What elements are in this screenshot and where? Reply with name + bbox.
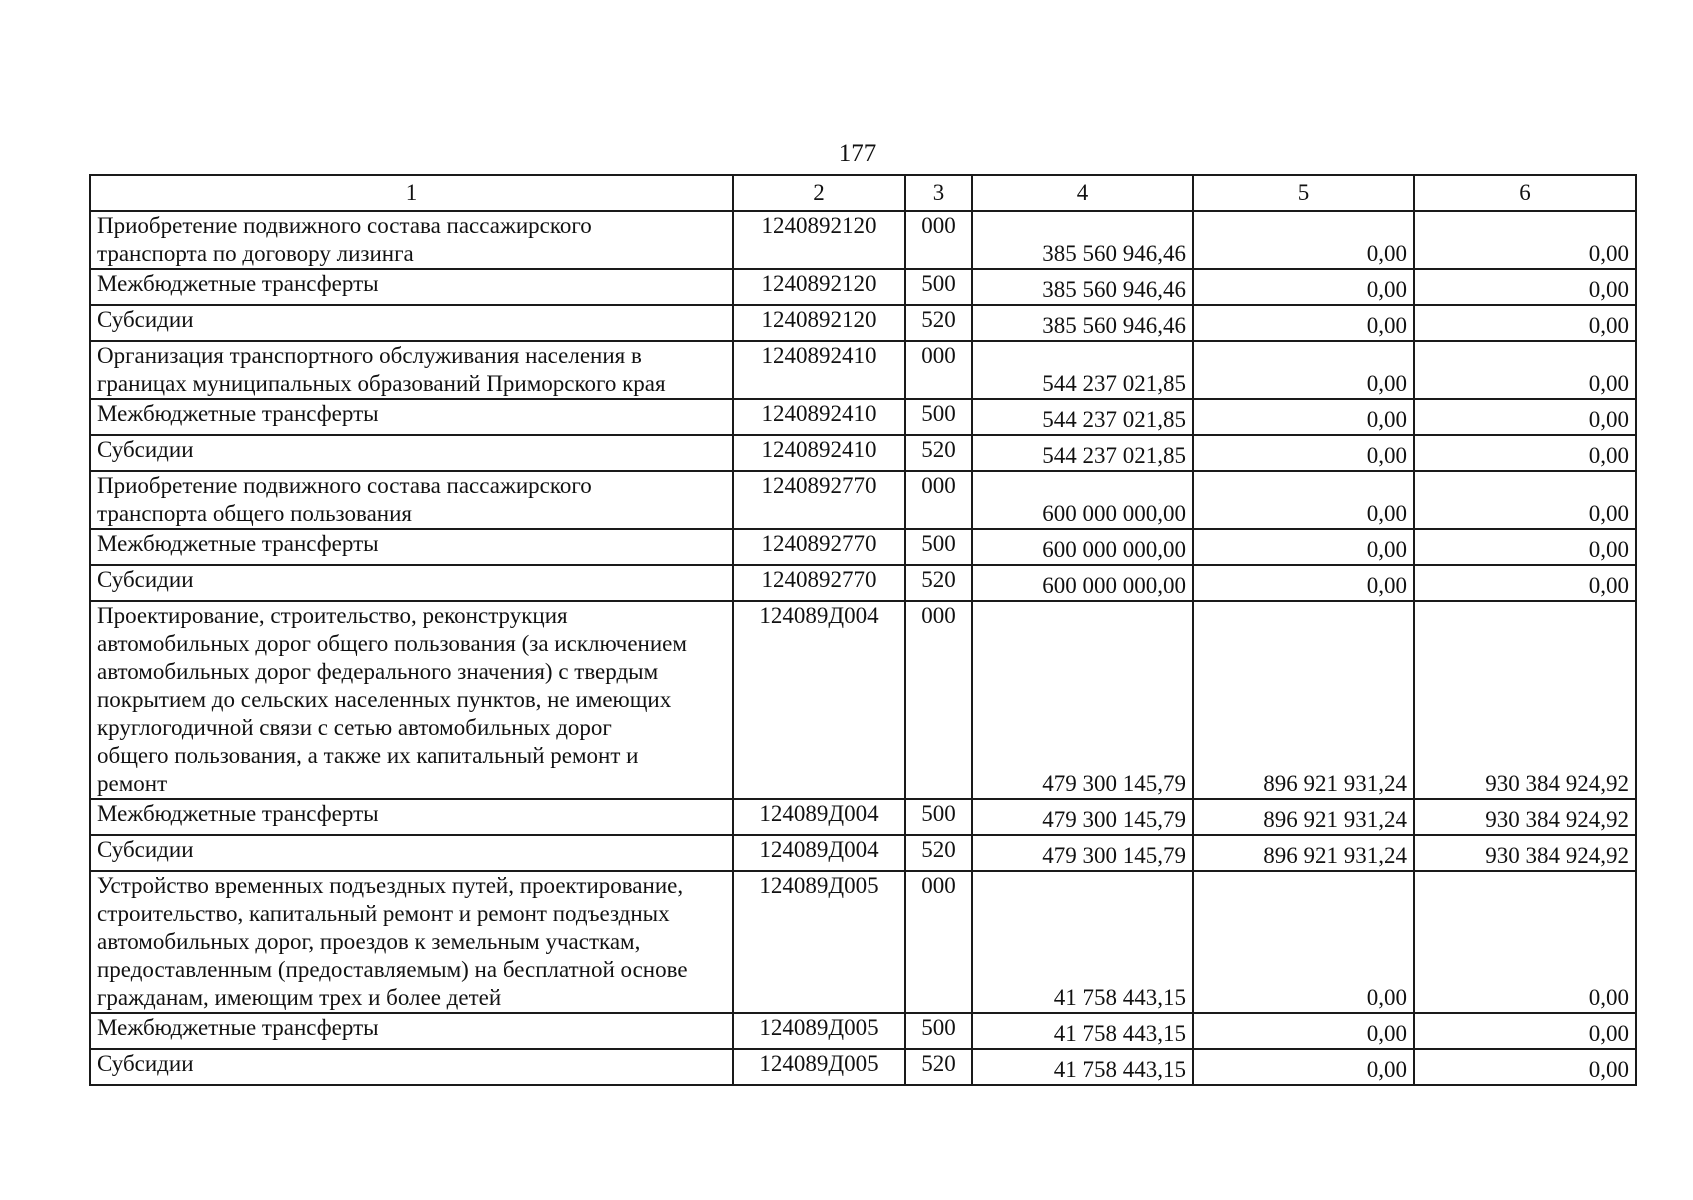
- row-type: 520: [905, 305, 972, 341]
- row-name: [90, 471, 733, 529]
- row-value-col5: 896 921 931,24: [1193, 799, 1414, 835]
- row-name: [90, 835, 733, 871]
- row-code: 1240892770: [733, 529, 905, 565]
- row-value-col6: 930 384 924,92: [1414, 799, 1636, 835]
- row-name-line: транспорта общего пользования: [97, 501, 412, 526]
- row-value-col6: 0,00: [1414, 1049, 1636, 1085]
- row-name-line: строительство, капитальный ремонт и ремонт подъездных: [97, 901, 670, 926]
- row-name-line: Субсидии: [97, 437, 194, 462]
- row-value-col4: 600 000 000,00: [972, 529, 1193, 565]
- column-header: 2: [733, 175, 905, 211]
- column-header: 1: [90, 175, 733, 211]
- row-name-line: Приобретение подвижного состава пассажирского: [97, 473, 592, 498]
- row-name-line: Устройство временных подъездных путей, проектирование,: [97, 873, 684, 898]
- row-name-line: Организация транспортного обслуживания населения в: [97, 343, 642, 368]
- row-name-line: Субсидии: [97, 837, 194, 862]
- row-name-line: границах муниципальных образований Приморского края: [97, 371, 666, 396]
- column-header: 4: [972, 175, 1193, 211]
- table-row: [90, 871, 1636, 1013]
- row-value-col5: 0,00: [1193, 1049, 1414, 1085]
- row-code: 1240892410: [733, 341, 905, 399]
- row-type: 500: [905, 269, 972, 305]
- row-value-col6: 0,00: [1414, 435, 1636, 471]
- column-header: 6: [1414, 175, 1636, 211]
- row-name: [90, 565, 733, 601]
- row-value-col5: 896 921 931,24: [1193, 835, 1414, 871]
- row-value-col6: 0,00: [1414, 341, 1636, 399]
- row-value-col6: 0,00: [1414, 565, 1636, 601]
- row-name-line: Субсидии: [97, 1051, 194, 1076]
- row-value-col4: 600 000 000,00: [972, 565, 1193, 601]
- row-name: [90, 269, 733, 305]
- budget-table: [89, 174, 1637, 1086]
- table-row: [90, 269, 1636, 305]
- row-type: 520: [905, 1049, 972, 1085]
- row-name-line: Межбюджетные трансферты: [97, 1015, 379, 1040]
- row-value-col4: 544 237 021,85: [972, 435, 1193, 471]
- row-code: 124089Д004: [733, 799, 905, 835]
- row-type: 520: [905, 565, 972, 601]
- column-header-row: [90, 175, 1636, 211]
- row-name: [90, 1013, 733, 1049]
- row-name: [90, 305, 733, 341]
- row-name-line: предоставленным (предоставляемым) на бесплатной основе: [97, 957, 688, 982]
- column-header: 3: [905, 175, 972, 211]
- table-row: [90, 601, 1636, 799]
- table-row: [90, 471, 1636, 529]
- row-type: 500: [905, 529, 972, 565]
- table-row: [90, 799, 1636, 835]
- row-value-col6: 0,00: [1414, 305, 1636, 341]
- table-row: [90, 341, 1636, 399]
- table-body: [90, 175, 1636, 1085]
- table-row: [90, 1013, 1636, 1049]
- row-code: 124089Д004: [733, 835, 905, 871]
- column-header: 5: [1193, 175, 1414, 211]
- row-value-col4: 385 560 946,46: [972, 305, 1193, 341]
- row-type: 500: [905, 1013, 972, 1049]
- row-name-line: круглогодичной связи с сетью автомобильных дорог: [97, 715, 612, 740]
- row-type: 520: [905, 835, 972, 871]
- row-name-line: ремонт: [97, 771, 168, 796]
- row-name: [90, 1049, 733, 1085]
- row-value-col5: 896 921 931,24: [1193, 601, 1414, 799]
- table-row: [90, 435, 1636, 471]
- row-name-line: автомобильных дорог, проездов к земельным участкам,: [97, 929, 641, 954]
- row-value-col6: 930 384 924,92: [1414, 601, 1636, 799]
- row-name-line: Субсидии: [97, 567, 194, 592]
- row-type: 000: [905, 601, 972, 799]
- row-code: 1240892410: [733, 399, 905, 435]
- row-type: 000: [905, 471, 972, 529]
- row-type: 520: [905, 435, 972, 471]
- table-row: [90, 835, 1636, 871]
- row-name: [90, 529, 733, 565]
- row-value-col6: 0,00: [1414, 1013, 1636, 1049]
- row-value-col5: 0,00: [1193, 399, 1414, 435]
- table-row: [90, 211, 1636, 269]
- row-code: 124089Д004: [733, 601, 905, 799]
- row-name: [90, 399, 733, 435]
- row-name-line: Межбюджетные трансферты: [97, 531, 379, 556]
- row-code: 1240892770: [733, 565, 905, 601]
- row-type: 000: [905, 211, 972, 269]
- row-code: 1240892120: [733, 305, 905, 341]
- row-value-col4: 41 758 443,15: [972, 871, 1193, 1013]
- row-name-line: общего пользования, а также их капитальный ремонт и: [97, 743, 639, 768]
- row-code: 124089Д005: [733, 1049, 905, 1085]
- table-row: [90, 565, 1636, 601]
- row-value-col4: 479 300 145,79: [972, 601, 1193, 799]
- row-type: 000: [905, 341, 972, 399]
- row-name-line: Межбюджетные трансферты: [97, 801, 379, 826]
- row-name-line: автомобильных дорог федерального значения) с твердым: [97, 659, 659, 684]
- row-code: 124089Д005: [733, 1013, 905, 1049]
- row-value-col6: 0,00: [1414, 871, 1636, 1013]
- row-value-col6: 0,00: [1414, 399, 1636, 435]
- row-value-col4: 479 300 145,79: [972, 799, 1193, 835]
- row-name: [90, 871, 733, 1013]
- row-name-line: Субсидии: [97, 307, 194, 332]
- row-value-col5: 0,00: [1193, 341, 1414, 399]
- table-row: [90, 399, 1636, 435]
- row-value-col5: 0,00: [1193, 269, 1414, 305]
- page-number: 177: [838, 140, 877, 167]
- row-value-col4: 600 000 000,00: [972, 471, 1193, 529]
- row-value-col5: 0,00: [1193, 471, 1414, 529]
- row-code: 124089Д005: [733, 871, 905, 1013]
- row-value-col4: 385 560 946,46: [972, 211, 1193, 269]
- row-value-col4: 41 758 443,15: [972, 1049, 1193, 1085]
- row-value-col6: 930 384 924,92: [1414, 835, 1636, 871]
- row-value-col5: 0,00: [1193, 1013, 1414, 1049]
- row-value-col4: 544 237 021,85: [972, 341, 1193, 399]
- row-value-col5: 0,00: [1193, 305, 1414, 341]
- row-value-col5: 0,00: [1193, 529, 1414, 565]
- row-name: [90, 211, 733, 269]
- row-name: [90, 435, 733, 471]
- row-value-col6: 0,00: [1414, 211, 1636, 269]
- row-value-col4: 544 237 021,85: [972, 399, 1193, 435]
- row-name-line: гражданам, имеющим трех и более детей: [97, 985, 502, 1010]
- row-value-col6: 0,00: [1414, 269, 1636, 305]
- row-type: 500: [905, 799, 972, 835]
- row-value-col6: 0,00: [1414, 471, 1636, 529]
- row-value-col5: 0,00: [1193, 435, 1414, 471]
- row-type: 500: [905, 399, 972, 435]
- row-value-col4: 385 560 946,46: [972, 269, 1193, 305]
- row-name: [90, 601, 733, 799]
- row-code: 1240892770: [733, 471, 905, 529]
- row-name-line: автомобильных дорог общего пользования (за исключением: [97, 631, 687, 656]
- row-code: 1240892120: [733, 269, 905, 305]
- row-name-line: Приобретение подвижного состава пассажирского: [97, 213, 592, 238]
- row-type: 000: [905, 871, 972, 1013]
- row-value-col5: 0,00: [1193, 871, 1414, 1013]
- table-row: [90, 305, 1636, 341]
- row-name-line: покрытием до сельских населенных пунктов, не имеющих: [97, 687, 672, 712]
- row-name: [90, 341, 733, 399]
- row-value-col6: 0,00: [1414, 529, 1636, 565]
- row-name-line: Межбюджетные трансферты: [97, 271, 379, 296]
- row-name-line: Межбюджетные трансферты: [97, 401, 379, 426]
- row-code: 1240892410: [733, 435, 905, 471]
- row-name-line: Проектирование, строительство, реконструкция: [97, 603, 568, 628]
- row-value-col5: 0,00: [1193, 565, 1414, 601]
- row-value-col4: 41 758 443,15: [972, 1013, 1193, 1049]
- table-row: [90, 1049, 1636, 1085]
- row-code: 1240892120: [733, 211, 905, 269]
- row-name-line: транспорта по договору лизинга: [97, 241, 414, 266]
- row-name: [90, 799, 733, 835]
- row-value-col4: 479 300 145,79: [972, 835, 1193, 871]
- table-row: [90, 529, 1636, 565]
- row-value-col5: 0,00: [1193, 211, 1414, 269]
